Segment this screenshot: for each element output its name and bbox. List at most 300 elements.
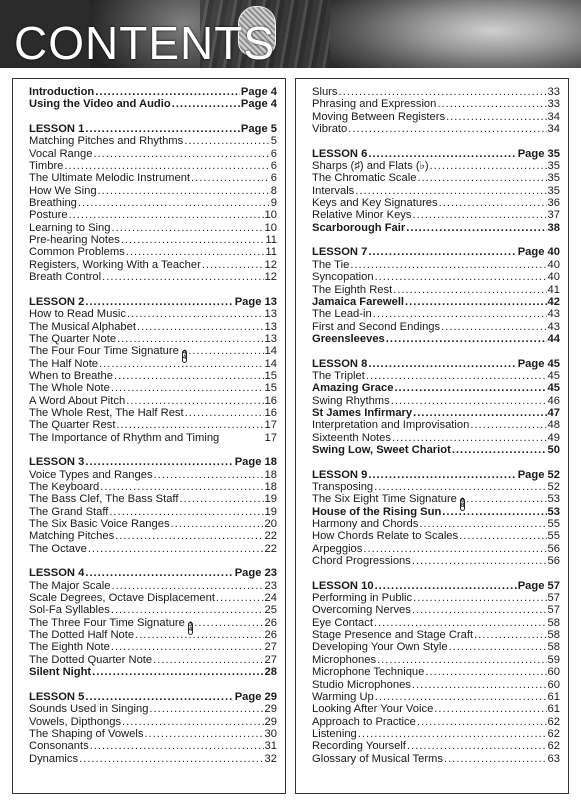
page-number: 9: [270, 197, 277, 210]
entry-title: When to Breathe: [29, 369, 113, 382]
dot-leader: [188, 345, 263, 357]
toc-entry: [29, 654, 277, 666]
dot-leader: [412, 604, 547, 616]
toc-entry: [29, 626, 277, 642]
toc-entry: [29, 518, 277, 530]
dot-leader: [114, 370, 264, 382]
page-number: 50: [547, 443, 560, 456]
toc-entry: [312, 753, 560, 765]
dot-leader: [90, 740, 264, 752]
dot-leader: [126, 395, 263, 407]
toc-entry: [312, 259, 560, 271]
toc-entry: [312, 123, 560, 135]
dot-leader: [135, 626, 263, 641]
entry-title: Developing Your Own Style: [312, 641, 448, 654]
page-number: 57: [547, 592, 560, 605]
entry-title: Keys and Key Signatures: [312, 197, 438, 210]
page-number: Page 13: [234, 295, 277, 308]
toc-entry: [312, 172, 560, 184]
dot-leader: [79, 753, 263, 765]
entry-title: The Four Four Time Signature: [29, 345, 179, 358]
entry-title: LESSON 4: [29, 567, 85, 580]
page-number: 35: [547, 160, 560, 173]
entry-title: Common Problems: [29, 246, 125, 259]
dot-leader: [102, 271, 263, 283]
entry-title: Sixteenth Notes: [312, 431, 391, 444]
toc-entry: [312, 654, 560, 666]
dot-leader: [374, 481, 546, 493]
entry-title: First and Second Endings: [312, 320, 441, 333]
page-number: 49: [547, 431, 560, 444]
page-number: 10: [264, 209, 277, 222]
entry-title: The Major Scale: [29, 579, 111, 592]
dot-leader: [405, 296, 547, 308]
page-number: 57: [547, 604, 560, 617]
dot-leader: [121, 234, 265, 246]
entry-title: LESSON 7: [312, 246, 368, 259]
toc-entry: [312, 197, 560, 209]
entry-title: The Octave: [29, 542, 87, 555]
dot-leader: [85, 123, 240, 135]
lesson-heading: [312, 580, 560, 592]
toc-entry: [29, 355, 277, 370]
page-number: Page 45: [517, 357, 560, 370]
page-number: 58: [547, 616, 560, 629]
dot-leader: [449, 641, 547, 653]
toc-entry: [312, 530, 560, 542]
page-number: 35: [547, 184, 560, 197]
page-number: 60: [547, 678, 560, 691]
page-number: 56: [547, 542, 560, 555]
page-number: 48: [547, 419, 560, 432]
toc-entry: [29, 604, 277, 616]
toc-entry: [312, 543, 560, 555]
toc-entry: [312, 728, 560, 740]
toc-entry: [312, 98, 560, 110]
toc-entry: [29, 246, 277, 258]
entry-title: Sol-Fa Syllables: [29, 604, 110, 617]
entry-title: Breathing: [29, 197, 77, 210]
toc-entry: [312, 209, 560, 221]
toc-entry: [29, 728, 277, 740]
page-number: 29: [264, 703, 277, 716]
dot-leader: [374, 617, 547, 629]
page-number: 28: [264, 666, 277, 679]
toc-column-right: [295, 78, 569, 794]
dot-leader: [439, 197, 547, 209]
toc-entry: [312, 604, 560, 616]
dot-leader: [144, 728, 263, 740]
entry-title: St James Infirmary: [312, 406, 413, 419]
entry-title: The Three Four Time Signature: [29, 616, 185, 629]
page-number: 12: [264, 258, 277, 271]
dot-leader: [88, 543, 264, 555]
toc-entry: [29, 209, 277, 221]
dot-leader: [355, 185, 546, 197]
dot-leader: [430, 160, 547, 172]
toc-entry: [29, 172, 277, 184]
dot-leader: [202, 259, 264, 271]
dot-leader: [179, 493, 263, 505]
toc-entry: [312, 432, 560, 444]
page-number: 56: [547, 555, 560, 568]
dot-leader: [111, 604, 264, 616]
toc-entry: [312, 160, 560, 172]
dot-leader: [459, 530, 546, 542]
entry-title: LESSON 1: [29, 123, 85, 136]
toc-entry: [312, 666, 560, 678]
dot-leader: [412, 209, 546, 221]
entry-title: Phrasing and Expression: [312, 98, 437, 111]
dot-leader: [368, 358, 516, 370]
dot-leader: [375, 580, 517, 592]
toc-entry: [29, 740, 277, 752]
page-number: Page 35: [517, 147, 560, 160]
section-gap: [312, 135, 560, 147]
toc-entry: [29, 98, 277, 110]
page-number: 58: [547, 629, 560, 642]
page-number: 17: [264, 419, 277, 432]
dot-leader: [452, 444, 547, 456]
time-signature-number: 6: [460, 498, 465, 505]
dot-leader: [153, 654, 263, 666]
toc-entry: [312, 271, 560, 283]
entry-title: Greensleeves: [312, 332, 385, 345]
page-number: 62: [547, 740, 560, 753]
toc-entry: [29, 321, 277, 333]
dot-leader: [373, 308, 547, 320]
dot-leader: [122, 716, 264, 728]
dot-leader: [85, 691, 233, 703]
dot-leader: [191, 172, 270, 184]
dot-leader: [446, 111, 546, 123]
page-number: 19: [264, 505, 277, 518]
page-number: 13: [264, 308, 277, 321]
toc-entry: [29, 592, 277, 604]
dot-leader: [115, 530, 263, 542]
entry-title: Learning to Sing: [29, 221, 111, 234]
toc-entry: [29, 469, 277, 481]
page-number: Page 4: [240, 86, 277, 98]
page-number: 10: [264, 221, 277, 234]
dot-leader: [85, 567, 233, 579]
page-number: 45: [547, 369, 560, 382]
dot-leader: [194, 617, 263, 629]
page-number: 11: [265, 234, 277, 247]
dot-leader: [350, 259, 546, 271]
toc-entry: [29, 345, 277, 362]
page-number: Page 52: [517, 468, 560, 481]
entry-title: The Six Eight Time Signature: [312, 493, 457, 506]
toc-entry: [312, 308, 560, 320]
page-number: 44: [547, 332, 560, 345]
entry-title: LESSON 2: [29, 295, 85, 308]
section-gap: [312, 567, 560, 579]
entry-title: Transposing: [312, 481, 374, 493]
page-number: 38: [547, 221, 560, 234]
entry-title: The Quarter Note: [29, 332, 117, 345]
page-number: 63: [547, 752, 560, 765]
lesson-heading: [29, 456, 277, 468]
page-number: 16: [264, 394, 277, 407]
section-gap: [29, 284, 277, 296]
toc-entry: [29, 271, 277, 283]
dot-leader: [413, 592, 546, 604]
dot-leader: [339, 86, 547, 98]
dot-leader: [171, 518, 264, 530]
dot-leader: [172, 98, 240, 110]
dot-leader: [368, 469, 516, 481]
toc-entry: [312, 222, 560, 234]
toc-entry: [312, 444, 560, 456]
page-number: 20: [264, 518, 277, 531]
singer-photo-right: [330, 0, 581, 68]
time-signature-number: 8: [460, 503, 465, 510]
entry-title: Swing Low, Sweet Chariot: [312, 443, 451, 456]
page-number: 14: [264, 357, 277, 370]
entry-title: The Ultimate Melodic Instrument: [29, 172, 191, 185]
dot-leader: [444, 753, 547, 765]
entry-title: The Grand Staff: [29, 505, 109, 518]
dot-leader: [127, 308, 264, 320]
entry-title: Microphone Technique: [312, 666, 425, 679]
dot-leader: [412, 679, 547, 691]
page-number: 46: [547, 394, 560, 407]
dot-leader: [375, 271, 547, 283]
entry-title: The Dotted Half Note: [29, 629, 135, 642]
page-number: 24: [264, 592, 277, 605]
entry-title: Pre-hearing Notes: [29, 234, 120, 247]
dot-leader: [111, 580, 263, 592]
entry-title: The Eighth Note: [29, 641, 110, 654]
entry-title: Matching Pitches: [29, 530, 115, 543]
page-number: 47: [547, 406, 560, 419]
entry-title: The Chromatic Scale: [312, 172, 417, 185]
dot-leader: [85, 456, 233, 468]
entry-title: LESSON 9: [312, 468, 368, 481]
dot-leader: [466, 493, 546, 505]
dot-leader: [375, 691, 547, 703]
toc-entry: [29, 666, 277, 678]
dot-leader: [98, 185, 270, 197]
page-number: Page 4: [240, 98, 277, 111]
entry-title: Dynamics: [29, 752, 79, 765]
dot-leader: [93, 148, 269, 160]
toc-entry: [29, 185, 277, 197]
entry-title: How Chords Relate to Scales: [312, 530, 459, 543]
dot-leader: [64, 160, 269, 172]
section-gap: [29, 679, 277, 691]
toc-entry: [312, 679, 560, 691]
page-number: 6: [270, 160, 277, 173]
entry-title: Interpretation and Improvisation: [312, 419, 470, 432]
section-gap: [312, 456, 560, 468]
toc-entry: [312, 481, 560, 493]
dot-leader: [391, 395, 547, 407]
page-number: 45: [547, 382, 560, 395]
entry-title: Microphones: [312, 653, 377, 666]
page-number: 16: [264, 406, 277, 419]
page-number: 33: [547, 86, 560, 98]
toc-entry: [29, 716, 277, 728]
dot-leader: [154, 469, 264, 481]
entry-title: Moving Between Registers: [312, 110, 446, 123]
toc-entry: [29, 222, 277, 234]
toc-entry: [29, 234, 277, 246]
entry-title: A Word About Pitch: [29, 394, 126, 407]
dot-leader: [393, 284, 546, 296]
page-number: 23: [264, 579, 277, 592]
toc-entry: [312, 629, 560, 641]
page-number: 27: [264, 653, 277, 666]
toc-column-left: [12, 78, 286, 794]
page-number: 18: [264, 481, 277, 493]
page-number: 43: [547, 308, 560, 321]
entry-title: Posture: [29, 209, 68, 222]
entry-title: Overcoming Nerves: [312, 604, 411, 617]
page-number: 52: [547, 481, 560, 493]
page-number: 35: [547, 172, 560, 185]
dot-leader: [111, 641, 264, 653]
dot-leader: [419, 518, 546, 530]
page-number: 42: [547, 295, 560, 308]
time-signature-number: 4: [188, 626, 193, 633]
page-number: 12: [264, 271, 277, 284]
toc-entry: [29, 160, 277, 172]
dot-leader: [184, 135, 270, 147]
toc-entry: [29, 481, 277, 493]
dot-leader: [111, 382, 264, 394]
toc-entry: [312, 555, 560, 567]
dot-leader: [412, 555, 547, 567]
dot-leader: [377, 654, 546, 666]
toc-entry: [29, 259, 277, 271]
toc-entry: [312, 407, 560, 419]
entry-title: Sharps (♯) and Flats (♭): [312, 160, 429, 173]
toc-entry: [312, 518, 560, 530]
entry-title: The Keyboard: [29, 481, 100, 493]
page-number: Page 23: [234, 567, 277, 580]
toc-list-left: [29, 86, 277, 765]
toc-entry: [312, 691, 560, 703]
dot-leader: [406, 222, 546, 234]
toc-entry: [312, 86, 560, 98]
entry-title: Vibrato: [312, 123, 348, 136]
dot-leader: [442, 503, 546, 518]
page-number: 31: [264, 740, 277, 753]
entry-title: Glossary of Musical Terms: [312, 752, 443, 765]
dot-leader: [368, 148, 516, 160]
time-signature-number: 3: [188, 621, 193, 628]
entry-title: The Whole Rest, The Half Rest: [29, 406, 184, 419]
dot-leader: [100, 481, 263, 493]
toc-entry: [29, 580, 277, 592]
toc-entry: [29, 333, 277, 345]
page-number: 26: [264, 629, 277, 642]
page-number: 22: [264, 530, 277, 543]
dot-leader: [366, 370, 547, 382]
toc-entry: [29, 703, 277, 715]
entry-title: How to Read Music: [29, 308, 126, 321]
toc-entry: [29, 616, 277, 633]
lesson-heading: [312, 358, 560, 370]
toc-entry: [29, 543, 277, 555]
dot-leader: [434, 703, 546, 715]
toc-entry: [29, 197, 277, 209]
page-number: 26: [264, 616, 277, 629]
entry-title: LESSON 3: [29, 456, 85, 469]
page-number: 13: [264, 332, 277, 345]
page-number: 40: [547, 258, 560, 271]
page-number: 17: [264, 431, 277, 444]
dot-leader: [99, 355, 264, 370]
page-number: 53: [547, 505, 560, 518]
entry-title: Arpeggios: [312, 542, 363, 555]
page-number: 27: [264, 641, 277, 654]
dot-leader: [358, 728, 547, 740]
toc-entry: [312, 395, 560, 407]
dot-leader: [117, 333, 263, 345]
toc-entry: [29, 407, 277, 419]
page-number: 32: [264, 752, 277, 765]
toc-entry: [312, 592, 560, 604]
entry-title: Breath Control: [29, 271, 102, 284]
dot-leader: [474, 629, 546, 641]
entry-title: Vocal Range: [29, 147, 93, 160]
entry-title: Vowels, Dipthongs: [29, 715, 122, 728]
lesson-heading: [29, 567, 277, 579]
toc-entry: [312, 641, 560, 653]
page-number: 41: [547, 283, 560, 296]
page-number: 19: [264, 493, 277, 506]
section-gap: [312, 345, 560, 357]
dot-leader: [470, 419, 546, 431]
dot-leader: [386, 333, 547, 345]
toc-entry: [29, 493, 277, 505]
section-gap: [29, 555, 277, 567]
entry-title: The Half Note: [29, 357, 99, 370]
lesson-heading: [312, 469, 560, 481]
page-number: 59: [547, 653, 560, 666]
dot-leader: [216, 592, 264, 604]
page-number: 34: [547, 110, 560, 123]
entry-title: The Eighth Rest: [312, 283, 393, 296]
entry-title: Sounds Used in Singing: [29, 703, 149, 716]
entry-title: Listening: [312, 727, 357, 740]
toc-entry: [29, 419, 277, 431]
entry-title: House of the Rising Sun: [312, 505, 442, 518]
toc-entry: [312, 740, 560, 752]
page-number: 11: [265, 246, 277, 259]
toc-entry: [312, 284, 560, 296]
toc-entry: [312, 111, 560, 123]
page-number: 15: [264, 369, 277, 382]
dot-leader: [425, 666, 546, 678]
entry-title: The Quarter Rest: [29, 419, 116, 432]
dot-leader: [109, 506, 263, 518]
toc-entry: [312, 296, 560, 308]
dot-leader: [368, 246, 516, 258]
entry-title: Silent Night: [29, 666, 92, 679]
page-number: 15: [264, 382, 277, 395]
entry-title: LESSON 5: [29, 690, 85, 703]
page-number: 61: [547, 703, 560, 716]
toc-entry: [29, 148, 277, 160]
entry-title: Scale Degrees, Octave Displacement: [29, 592, 215, 605]
entry-title: Approach to Practice: [312, 715, 416, 728]
dot-leader: [95, 86, 240, 98]
page-number: 61: [547, 690, 560, 703]
